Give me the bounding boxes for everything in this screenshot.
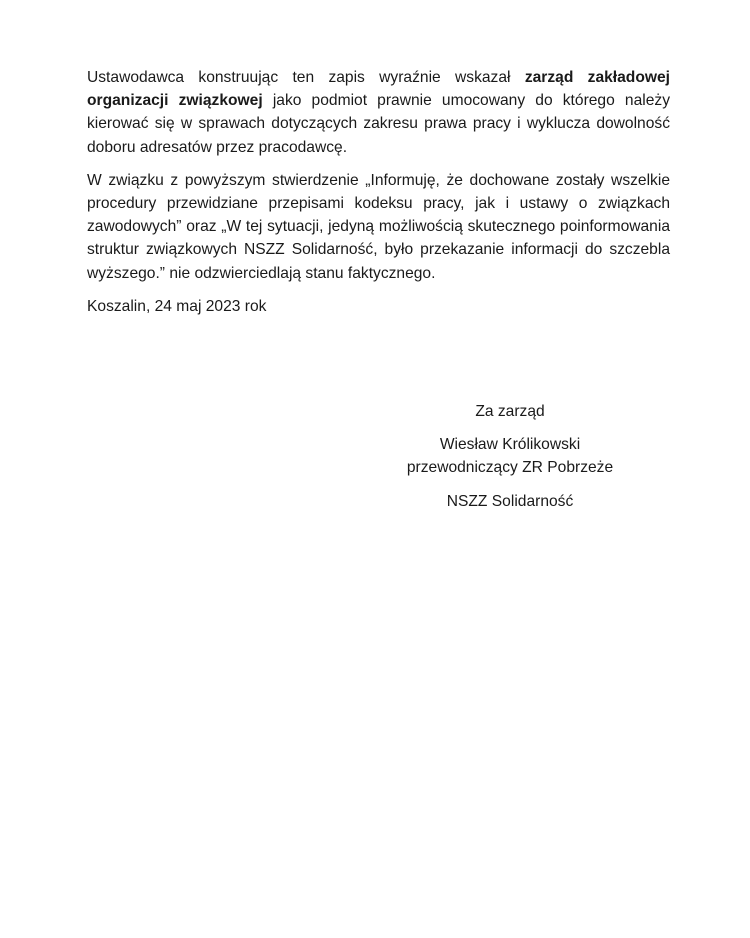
paragraph-statement: W związku z powyższym stwierdzenie „Informuję, że dochowane zostały wszelkie procedury przewidziane przepisami kodeksu pracy, jak i ustawy o związkach zawodowych” oraz „W tej sytuacji, jedyną możliwością skutecznego poinformowania struktur związkowych NSZZ Solidarność, było przekazanie informacji do szczebla wyższego.” nie odzwierciedlają stanu faktycznego. xyxy=(87,171,670,282)
paragraph-legislator xyxy=(87,66,670,159)
paragraph-1-text-before: Ustawodawca konstruując ten zapis wyraźnie wskazał xyxy=(87,69,525,86)
signature-on-behalf: Za zarząd xyxy=(475,403,545,420)
signatory-role: przewodniczący ZR Pobrzeże xyxy=(406,459,614,477)
document-body xyxy=(87,66,670,328)
signature-block xyxy=(380,400,640,513)
signatory-name: Wiesław Królikowski xyxy=(439,436,581,454)
paragraph-1-text-after: jako podmiot prawnie umocowany do którego należy kierować się w sprawach dotyczących zakresu prawa pracy i wyklucza dowolność doboru adresatów przez pracodawcę. xyxy=(87,92,670,156)
signatory-organization: NSZZ Solidarność xyxy=(446,492,574,510)
paragraph-1-bold-phrase: zarząd zakładowej organizacji związkowej xyxy=(87,69,670,110)
place-and-date: Koszalin, 24 maj 2023 rok xyxy=(87,297,267,315)
